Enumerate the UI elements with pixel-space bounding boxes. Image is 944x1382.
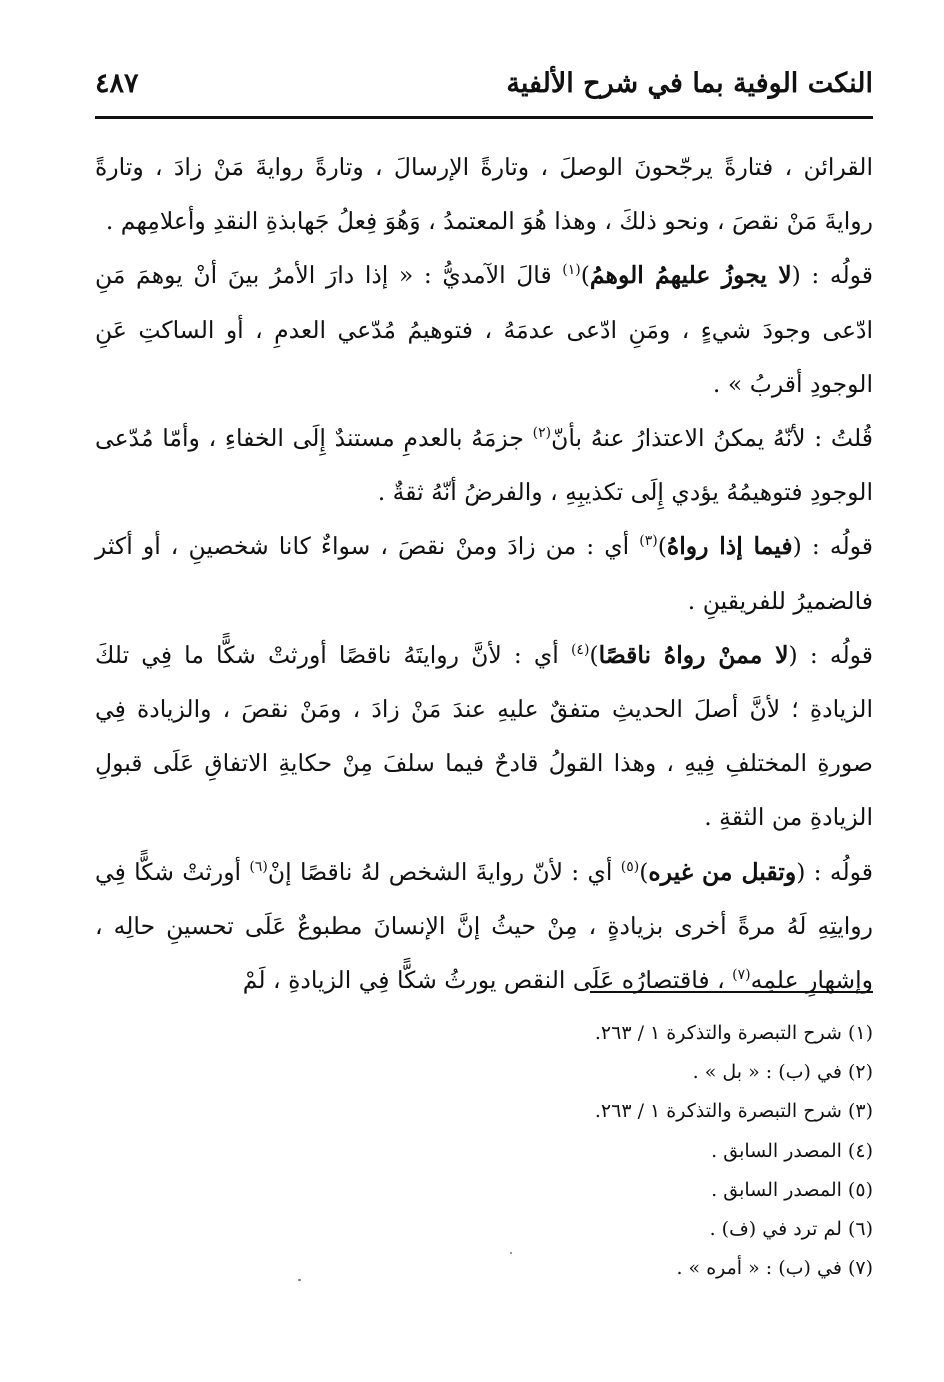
quote-close: ) <box>639 857 649 886</box>
paragraph-2 <box>95 248 873 411</box>
header-rule <box>95 116 873 119</box>
paragraph-text: أي : لأنّ روايةَ الشخص لهُ ناقصًا إنْ <box>267 857 621 886</box>
quote-open: قولُه : ( <box>788 640 873 669</box>
footnote-ref: (٢) <box>532 425 552 442</box>
footnote-6: (٦) لم ترد في (ف) . <box>709 1218 873 1241</box>
page-header <box>95 62 873 110</box>
paragraph-text: ، فاقتصارُه عَلَى النقص يورثُ شكًّا فِي الزيادةِ ، لَمْ <box>242 966 733 995</box>
paragraph-5 <box>95 628 873 845</box>
footnote-ref: (١) <box>562 262 581 279</box>
page-number: ٤٨٧ <box>95 68 139 99</box>
quote-open: قولُه : ( <box>796 857 873 886</box>
footnote-5: (٥) المصدر السابق . <box>711 1178 873 1201</box>
footnote-separator <box>590 991 873 993</box>
footnote-ref: (٥) <box>620 858 640 875</box>
quote-open: قولُه : ( <box>791 261 874 290</box>
paragraph-4 <box>95 519 873 627</box>
paragraph-3 <box>95 411 873 519</box>
footnote-4: (٤) المصدر السابق . <box>711 1139 873 1162</box>
main-text <box>95 140 873 1007</box>
footnote-7: (٧) في (ب) : « أمره » . <box>676 1257 873 1280</box>
paragraph-text: قالَ الآمديُّ : « إذا دارَ الأمرُ بينَ أنْ يوهمَ مَنِ ادّعى وجودَ شيءٍ ، ومَنِ ادّعى عدمَهُ ، فتوهيمُ مُدّعي العدمِ ، أو الساكتِ عَنِ الوجودِ أقربُ » . <box>95 261 873 398</box>
quote-open: قولُه : ( <box>792 532 873 561</box>
paragraph-text: قُلتُ : لأنّهُ يمكنُ الاعتذارُ عنهُ بأنّ <box>551 424 873 453</box>
running-title: النكت الوفية بما في شرح الألفية <box>506 68 873 99</box>
scan-speck <box>510 1252 512 1254</box>
footnotes <box>95 1014 873 1288</box>
lemma: فيما إذا رواهُ <box>666 532 793 561</box>
footnote-2: (٢) في (ب) : « بل » . <box>692 1061 873 1084</box>
footnote-3: (٣) شرح التبصرة والتذكرة ١ / ٢٦٣. <box>594 1100 873 1123</box>
paragraph-text: أي : من زادَ ومنْ نقصَ ، سواءٌ كانا شخصينِ ، أو أكثر فالضميرُ للفريقينِ . <box>95 532 873 615</box>
paragraph-1: القرائن ، فتارةً يرجّحونَ الوصلَ ، وتارةً الإرسالَ ، وتارةً روايةَ مَنْ زادَ ، وتارةً روايةَ مَنْ نقصَ ، ونحو ذلكَ ، وهذا هُوَ المعتمدُ ، وَهُوَ فِعلُ جَهابذةِ النقدِ وأعلامِهم . <box>95 153 873 236</box>
quote-close: ) <box>657 532 667 561</box>
paragraph-text: أي : لأنَّ روايتَهُ ناقصًا أورثتْ شكًّا ما فِي تلكَ الزيادةِ ؛ لأنَّ أصلَ الحديثِ متفقٌ عليهِ عندَ مَنْ زادَ ، ومَنْ نقصَ ، والزيادة فِي صورةِ المختلفِ فِيهِ ، وهذا القولُ قادحٌ فيما سلفَ مِنْ حكايةِ الاتفاقِ عَلَى قبولِ الزيادةِ من الثقةِ . <box>95 640 873 832</box>
footnote-ref: (٧) <box>732 967 751 984</box>
footnote-ref: (٣) <box>639 533 658 550</box>
paragraph-text: جزمَهُ بالعدمِ مستندٌ إِلَى الخفاءِ ، وأمّا مُدّعى الوجودِ فتوهيمُهُ يؤدي إِلَى تكذيبِهِ ، والفرضُ أنّهُ ثقةٌ . <box>95 424 873 507</box>
quote-close: ) <box>589 640 599 669</box>
lemma: لا يجوزُ عليهمُ الوهمُ <box>589 261 792 290</box>
lemma: لا ممنْ رواهُ ناقصًا <box>598 640 789 669</box>
footnote-ref: (٦) <box>249 858 268 875</box>
paragraph-6 <box>95 845 873 1008</box>
footnote-1: (١) شرح التبصرة والتذكرة ١ / ٢٦٣. <box>594 1022 873 1044</box>
lemma: وتقبل من غيره <box>648 857 797 886</box>
quote-close: ) <box>580 261 590 290</box>
footnote-ref: (٤) <box>570 642 590 658</box>
scan-speck <box>298 1279 301 1281</box>
paragraph-text: أورثتْ شكًّا فِي روايتِهِ لَهُ مرةً أخرى بزيادةٍ ، مِنْ حيثُ إنَّ الإنسانَ مطبوعٌ عَلَى تحسينِ حالِه ، وإشهارِ علمِه <box>95 857 873 995</box>
